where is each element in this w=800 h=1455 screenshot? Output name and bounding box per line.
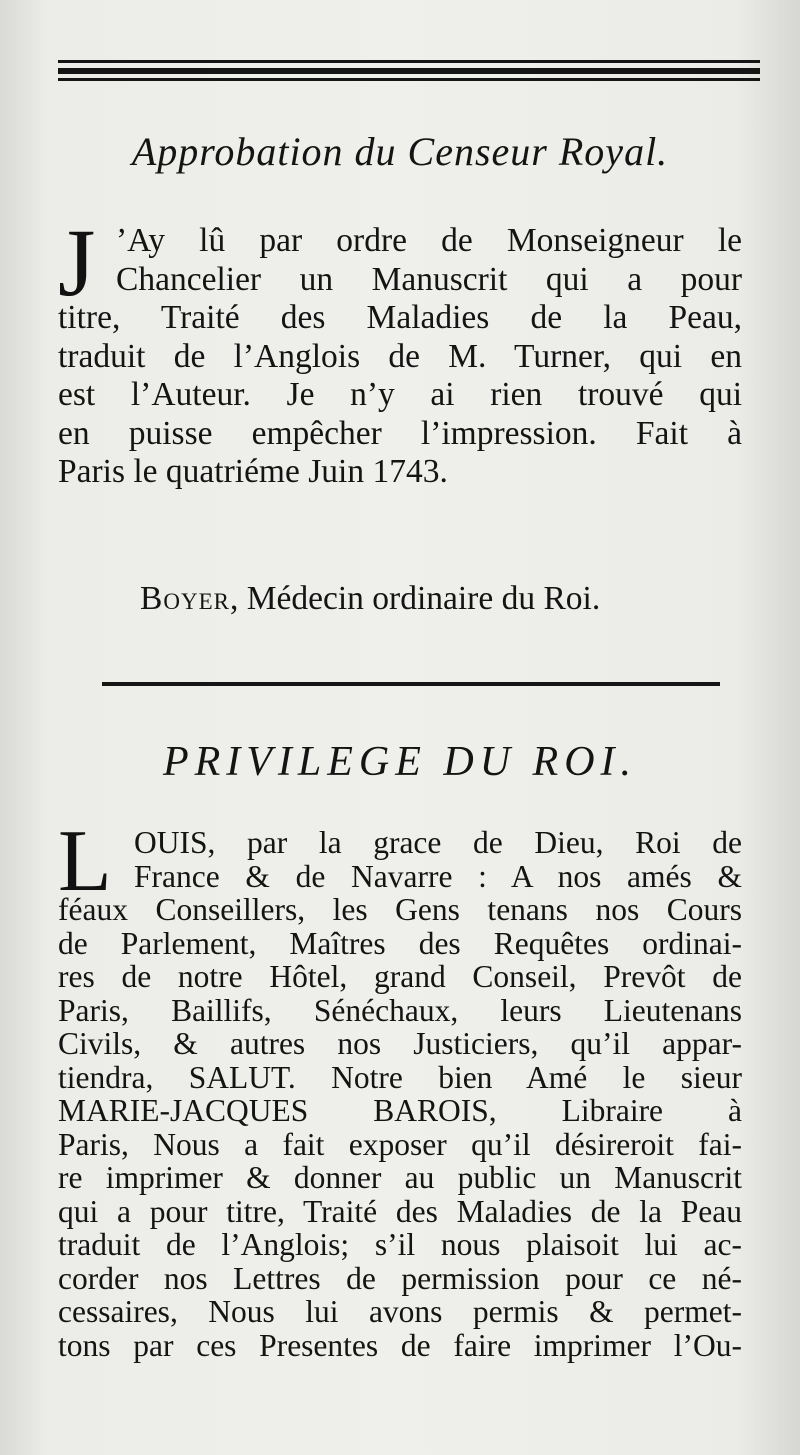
privilege-drop-cap: L (58, 813, 112, 910)
approbation-line: en puisse empêcher l’impression. Fait à (58, 414, 742, 452)
approbation-line: est l’Auteur. Je n’y ai rien trouvé qui (58, 376, 742, 413)
privilege-line: MARIE-JACQUES BAROIS, Libraire à (58, 1093, 742, 1128)
privilege-line: OUIS, par la grace de Dieu, Roi de (134, 825, 742, 860)
privilege-line: cessaires, Nous lui avons permis & permet- (58, 1294, 742, 1329)
privilege-text (58, 813, 742, 1363)
approbation-line: traduit de l’Anglois de M. Turner, qui en (58, 337, 742, 375)
privilege-line: corder nos Lettres de permission pour ce né- (58, 1260, 742, 1296)
ornamental-top-rule (58, 60, 760, 84)
privilege-line: de Parlement, Maîtres des Requêtes ordinai- (58, 925, 742, 961)
privilege-line: Paris, Baillifs, Sénéchaux, leurs Lieutenans (58, 992, 742, 1028)
approbation-title: Approbation du Censeur Royal. (131, 129, 669, 174)
approbation-line: titre, Traité des Maladies de la Peau, (58, 299, 742, 336)
censor-signature (140, 580, 600, 618)
approbation-drop-cap: J (58, 209, 96, 316)
privilege-line: tiendra, SALUT. Notre bien Amé le sieur (58, 1059, 742, 1095)
privilege-line: tons par ces Presentes de faire imprimer l’Ou- (58, 1327, 742, 1363)
privilege-line: Paris, Nous a fait exposer qu’il désireroit fai- (58, 1126, 742, 1162)
approbation-line: Paris le quatriéme Juin 1743. (58, 453, 448, 490)
privilege-line: France & de Navarre : A nos amés & (134, 858, 742, 894)
privilege-line: res de notre Hôtel, grand Conseil, Prevôt de (58, 959, 742, 994)
censor-title: , Médecin ordinaire du Roi. (229, 580, 601, 617)
privilege-line: re imprimer & donner au public un Manuscrit (58, 1160, 742, 1195)
privilege-line: traduit de l’Anglois; s’il nous plaisoit lui ac- (58, 1227, 742, 1262)
privilege-title: PRIVILEGE DU ROI. (162, 739, 638, 785)
censor-name: Boyer (140, 580, 230, 617)
approbation-line: Chancelier un Manuscrit qui a pour (116, 260, 742, 298)
privilege-line: qui a pour titre, Traité des Maladies de la Peau (58, 1193, 742, 1229)
privilege-line: féaux Conseillers, les Gens tenans nos Cours (58, 892, 742, 927)
privilege-line: Civils, & autres nos Justiciers, qu’il appar- (58, 1026, 742, 1061)
approbation-text (58, 209, 742, 492)
approbation-line: ’Ay lû par ordre de Monseigneur le (116, 222, 742, 259)
section-divider (102, 682, 720, 686)
